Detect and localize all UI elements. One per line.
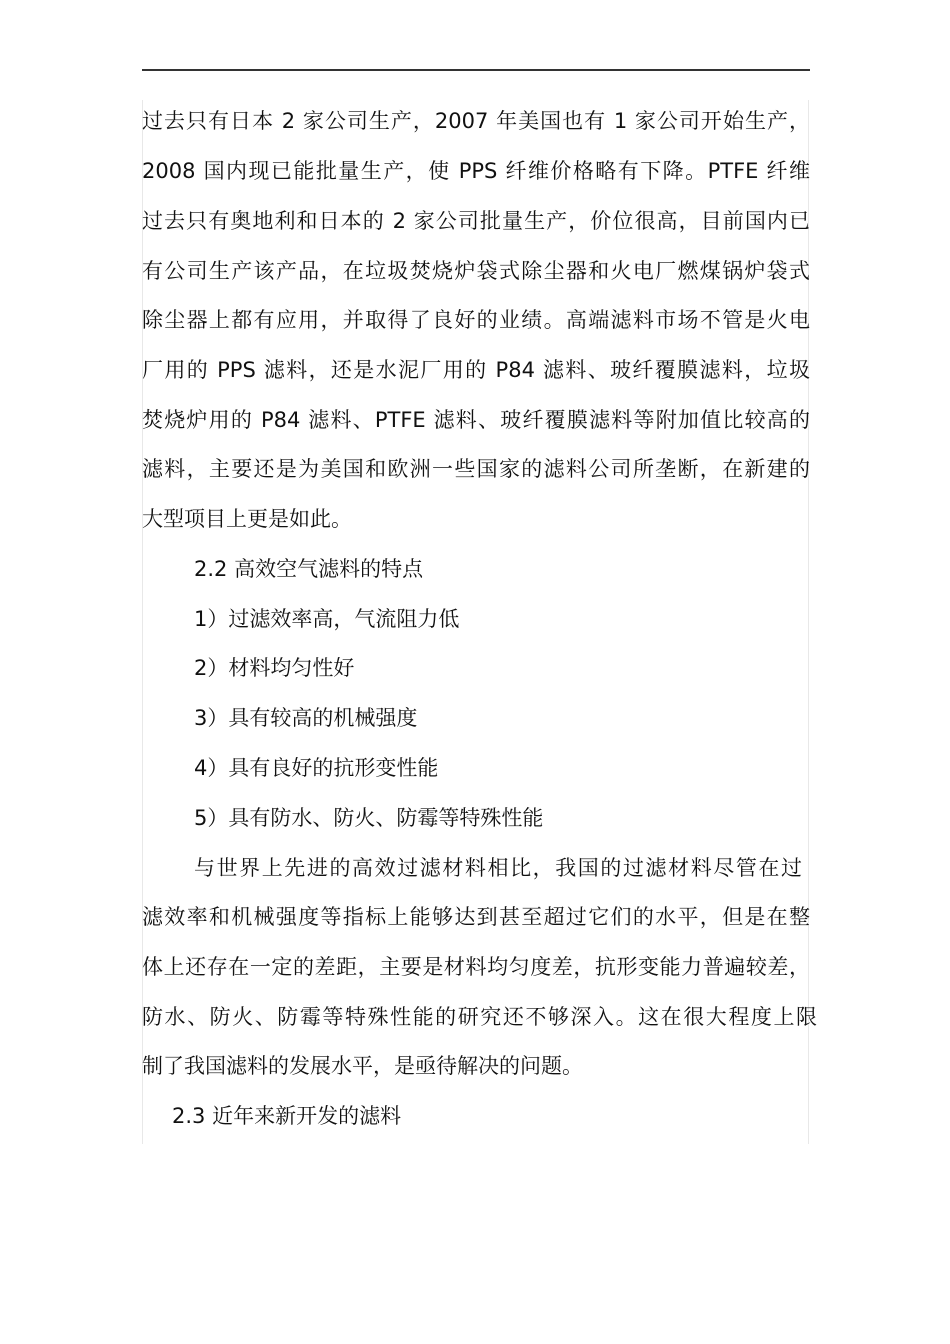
- body-text-line: 与世界上先进的高效过滤材料相比，我国的过滤材料尽管在过: [194, 856, 802, 880]
- body-text-line: 滤效率和机械强度等指标上能够达到甚至超过它们的水平，但是在整: [142, 905, 810, 929]
- body-text-line: 过去只有奥地利和日本的 2 家公司批量生产，价位很高，目前国内已: [142, 209, 810, 233]
- body-text-line: 防水、防火、防霉等特殊性能的研究还不够深入。这在很大程度上限: [142, 1005, 817, 1029]
- body-text-line: 体上还存在一定的差距，主要是材料均匀度差，抗形变能力普遍较差，: [142, 955, 810, 979]
- body-text-line: 过去只有日本 2 家公司生产，2007 年美国也有 1 家公司开始生产，: [142, 109, 810, 133]
- body-text-line: 大型项目上更是如此。: [142, 507, 352, 531]
- body-text-line: 焚烧炉用的 P84 滤料、PTFE 滤料、玻纤覆膜滤料等附加值比较高的: [142, 408, 810, 432]
- list-item: 5）具有防水、防火、防霉等特殊性能: [194, 806, 544, 830]
- body-text-line: 有公司生产该产品，在垃圾焚烧炉袋式除尘器和火电厂燃煤锅炉袋式: [142, 259, 810, 283]
- list-item: 4）具有良好的抗形变性能: [194, 756, 439, 780]
- section-heading: 2.2 高效空气滤料的特点: [194, 557, 424, 581]
- body-text-line: 2008 国内现已能批量生产，使 PPS 纤维价格略有下降。PTFE 纤维: [142, 159, 810, 183]
- header-rule: [142, 69, 810, 71]
- list-item: 1）过滤效率高，气流阻力低: [194, 607, 460, 631]
- body-text-line: 厂用的 PPS 滤料，还是水泥厂用的 P84 滤料、玻纤覆膜滤料，垃圾: [142, 358, 810, 382]
- body-text-line: 制了我国滤料的发展水平，是亟待解决的问题。: [142, 1054, 583, 1078]
- body-text-line: 除尘器上都有应用，并取得了良好的业绩。高端滤料市场不管是火电: [142, 308, 810, 332]
- list-item: 3）具有较高的机械强度: [194, 706, 418, 730]
- body-text-line: 滤料，主要还是为美国和欧洲一些国家的滤料公司所垄断，在新建的: [142, 457, 810, 481]
- list-item: 2）材料均匀性好: [194, 656, 355, 680]
- section-heading: 2.3 近年来新开发的滤料: [172, 1104, 402, 1128]
